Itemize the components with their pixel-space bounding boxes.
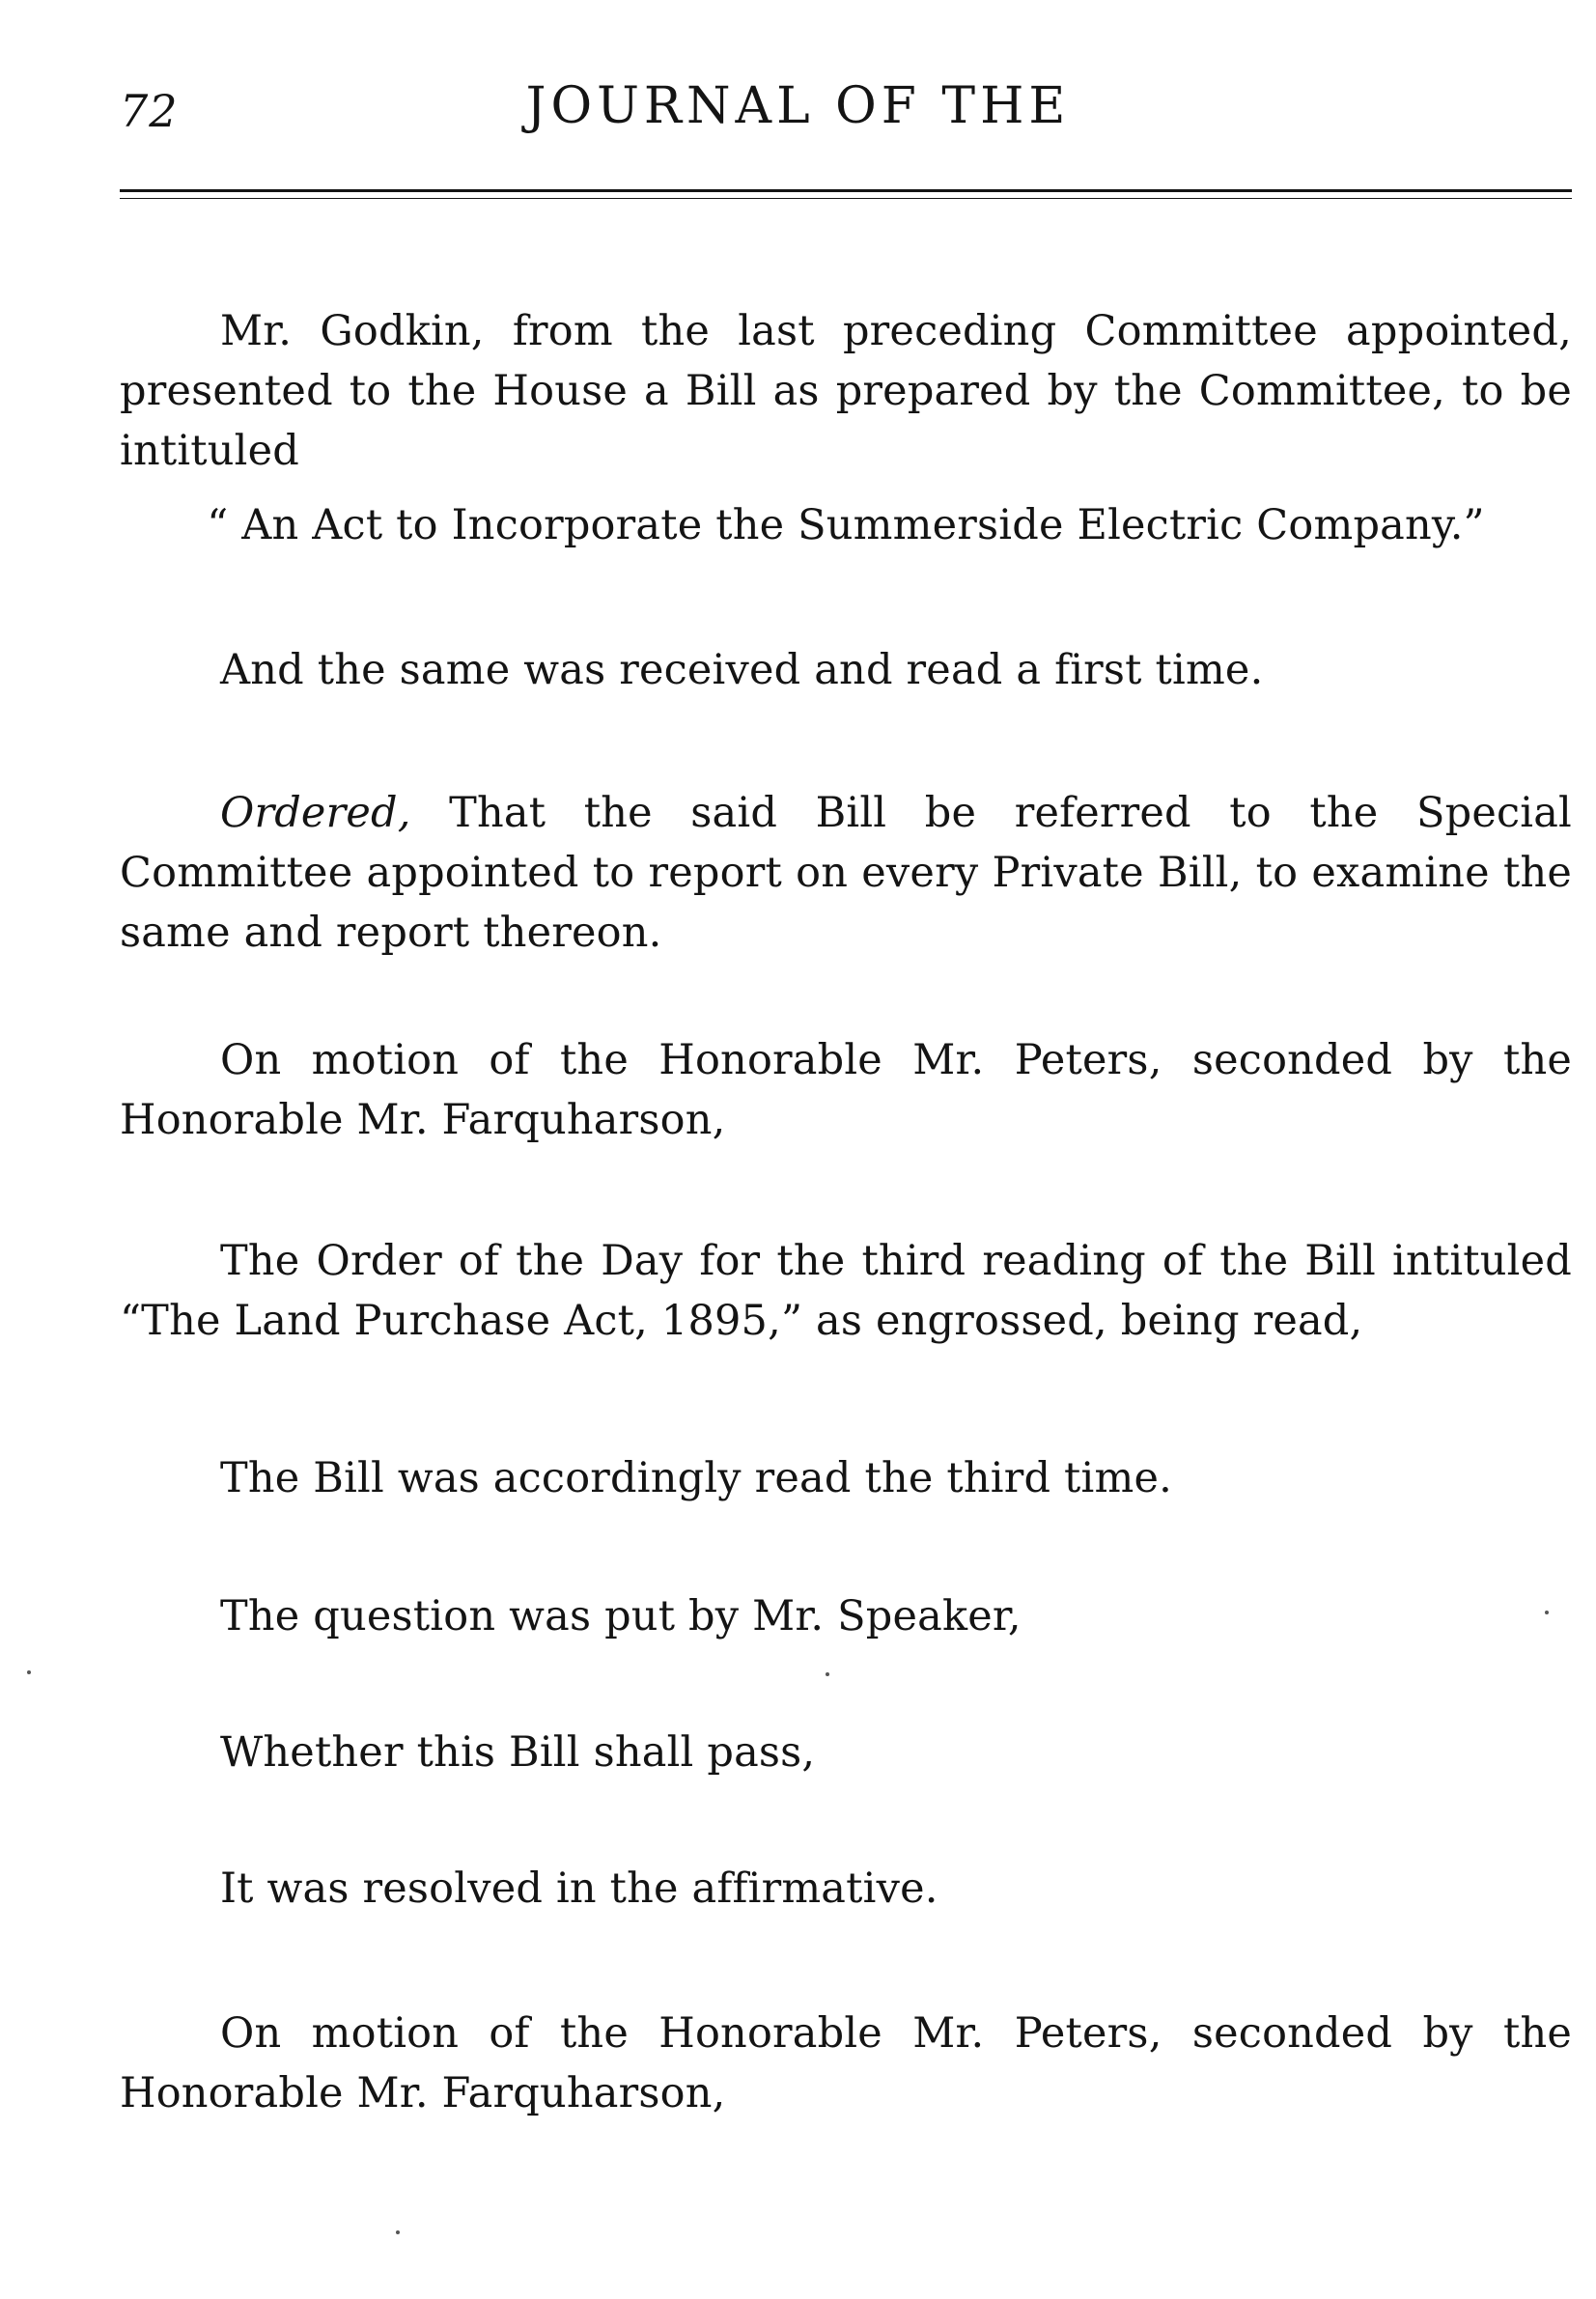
ordered-text: That the said Bill be referred to the Special Committee appointed to report on every Private Bill, to examine the same and report thereon. (120, 789, 1572, 957)
paragraph-whether-pass: Whether this Bill shall pass, (220, 1728, 816, 1777)
header-rule-thin (120, 198, 1572, 199)
ink-speck (826, 1672, 829, 1676)
paragraph-motion-1: On motion of the Honorable Mr. Peters, seconded by the Honorable Mr. Farquharson, (120, 1036, 1572, 1144)
ordered-lead: Ordered, (220, 789, 411, 837)
page-number: 72 (120, 85, 179, 137)
paragraph-order-of-day: The Order of the Day for the third reading of the Bill intituled “The Land Purchase Act, 1895,” as engrossed, being read, (120, 1237, 1572, 1345)
paragraph-motion-2: On motion of the Honorable Mr. Peters, seconded by the Honorable Mr. Farquharson, (120, 2009, 1572, 2117)
header-rule-thick (120, 189, 1572, 192)
ink-speck (396, 2230, 400, 2234)
paragraph-resolved: It was resolved in the affirmative. (220, 1864, 938, 1913)
paragraph-first-reading: And the same was received and read a first time. (220, 646, 1264, 694)
ink-speck (27, 1670, 31, 1674)
ink-speck (1545, 1611, 1549, 1614)
paragraph-third-reading: The Bill was accordingly read the third time. (220, 1454, 1172, 1502)
paragraph-ordered (120, 783, 1572, 963)
paragraph-committee-bill: Mr. Godkin, from the last preceding Committee appointed, presented to the House a Bill as prepared by the Committee, to be intituled (120, 307, 1572, 475)
running-head: JOURNAL OF THE (525, 77, 1071, 135)
paragraph-question: The question was put by Mr. Speaker, (220, 1592, 1022, 1640)
paragraph-act-title: “ An Act to Incorporate the Summerside Electric Company.” (207, 501, 1485, 549)
